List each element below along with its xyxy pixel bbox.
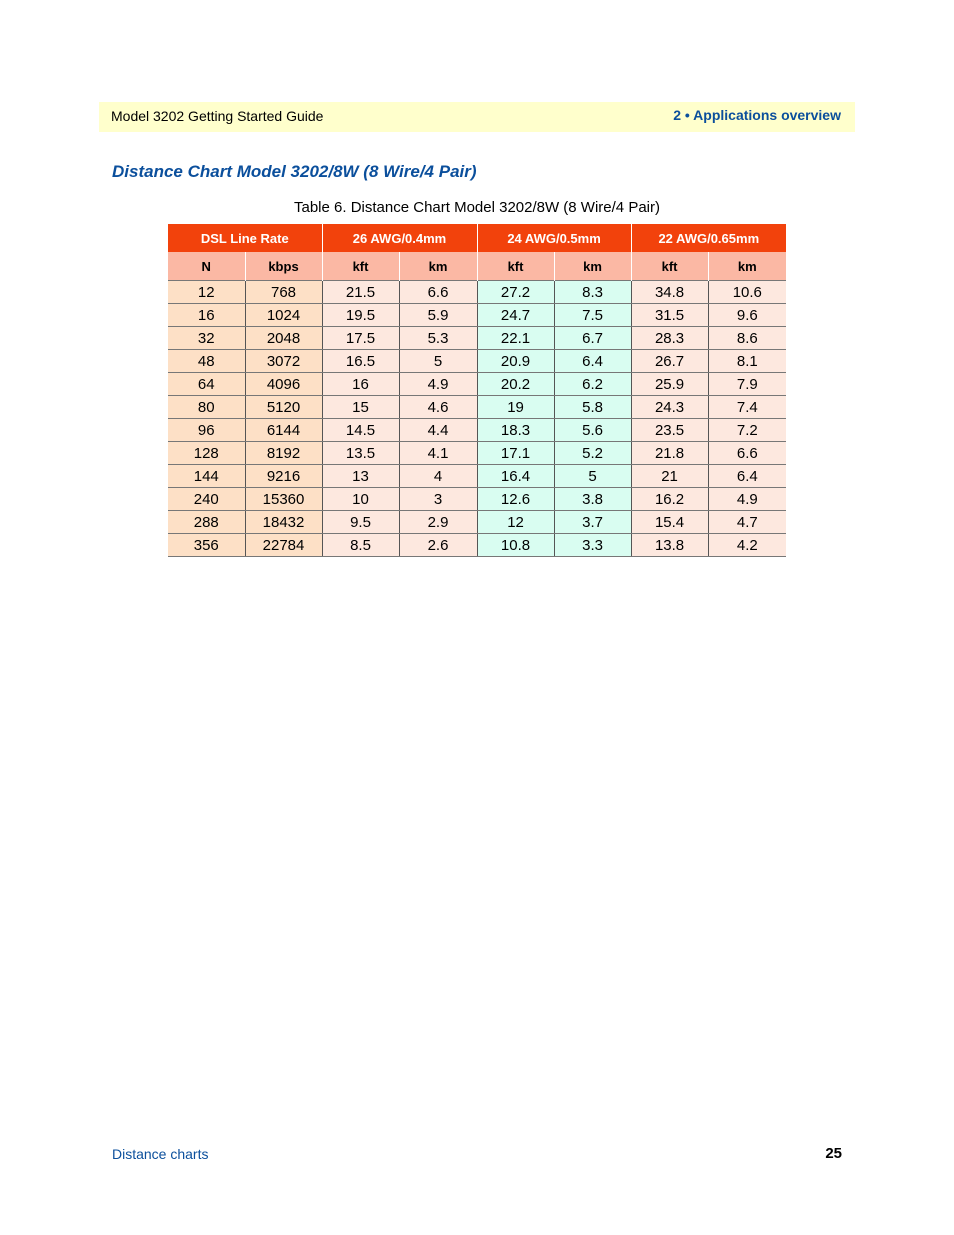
cell-22-kft: 24.3: [631, 396, 708, 419]
cell-26-km: 4: [399, 465, 477, 488]
cell-26-km: 2.6: [399, 534, 477, 557]
cell-26-kft: 9.5: [322, 511, 399, 534]
sub-header-row: [168, 252, 786, 281]
cell-26-km: 4.4: [399, 419, 477, 442]
cell-24-kft: 19: [477, 396, 554, 419]
cell-22-km: 6.6: [708, 442, 786, 465]
cell-26-kft: 13.5: [322, 442, 399, 465]
cell-26-km: 6.6: [399, 281, 477, 304]
cell-26-km: 3: [399, 488, 477, 511]
cell-26-kft: 8.5: [322, 534, 399, 557]
cell-kbps: 22784: [245, 534, 322, 557]
cell-24-km: 5.8: [554, 396, 631, 419]
cell-24-km: 3.8: [554, 488, 631, 511]
group-header-22awg: 22 AWG/0.65mm: [631, 224, 786, 252]
table-body: [168, 281, 786, 557]
cell-24-kft: 20.2: [477, 373, 554, 396]
cell-n: 64: [168, 373, 245, 396]
cell-kbps: 2048: [245, 327, 322, 350]
cell-22-kft: 13.8: [631, 534, 708, 557]
cell-kbps: 4096: [245, 373, 322, 396]
cell-24-kft: 10.8: [477, 534, 554, 557]
cell-22-km: 7.2: [708, 419, 786, 442]
cell-24-kft: 12.6: [477, 488, 554, 511]
group-header-row: [168, 224, 786, 252]
cell-26-km: 4.6: [399, 396, 477, 419]
cell-24-kft: 12: [477, 511, 554, 534]
cell-22-kft: 25.9: [631, 373, 708, 396]
cell-26-kft: 15: [322, 396, 399, 419]
sub-header-26-kft: kft: [322, 252, 399, 281]
table-row: [168, 373, 786, 396]
cell-n: 356: [168, 534, 245, 557]
cell-24-km: 5.2: [554, 442, 631, 465]
sub-header-kbps: kbps: [245, 252, 322, 281]
table-row: [168, 419, 786, 442]
cell-24-km: 3.7: [554, 511, 631, 534]
cell-24-kft: 20.9: [477, 350, 554, 373]
header-chapter: 2 • Applications overview: [673, 107, 841, 123]
cell-22-km: 7.9: [708, 373, 786, 396]
cell-26-kft: 21.5: [322, 281, 399, 304]
cell-26-km: 5.3: [399, 327, 477, 350]
cell-22-kft: 31.5: [631, 304, 708, 327]
cell-22-km: 7.4: [708, 396, 786, 419]
table-row: [168, 534, 786, 557]
cell-24-km: 6.2: [554, 373, 631, 396]
cell-26-kft: 13: [322, 465, 399, 488]
cell-n: 288: [168, 511, 245, 534]
cell-22-kft: 15.4: [631, 511, 708, 534]
cell-22-kft: 28.3: [631, 327, 708, 350]
page-number: 25: [825, 1145, 842, 1162]
cell-26-kft: 14.5: [322, 419, 399, 442]
table-row: [168, 304, 786, 327]
cell-22-km: 10.6: [708, 281, 786, 304]
cell-22-km: 8.6: [708, 327, 786, 350]
cell-22-km: 9.6: [708, 304, 786, 327]
table-row: [168, 442, 786, 465]
cell-22-km: 4.7: [708, 511, 786, 534]
sub-header-22-kft: kft: [631, 252, 708, 281]
table-row: [168, 281, 786, 304]
cell-26-kft: 16.5: [322, 350, 399, 373]
table-row: [168, 488, 786, 511]
cell-22-kft: 21: [631, 465, 708, 488]
cell-26-km: 5: [399, 350, 477, 373]
footer-section-name: Distance charts: [112, 1146, 209, 1162]
cell-24-kft: 16.4: [477, 465, 554, 488]
cell-24-km: 5: [554, 465, 631, 488]
cell-24-kft: 18.3: [477, 419, 554, 442]
cell-24-km: 3.3: [554, 534, 631, 557]
cell-n: 128: [168, 442, 245, 465]
cell-n: 12: [168, 281, 245, 304]
cell-22-kft: 34.8: [631, 281, 708, 304]
cell-n: 80: [168, 396, 245, 419]
sub-header-n: N: [168, 252, 245, 281]
cell-26-km: 4.1: [399, 442, 477, 465]
group-header-26awg: 26 AWG/0.4mm: [322, 224, 477, 252]
cell-kbps: 1024: [245, 304, 322, 327]
header-doc-title: Model 3202 Getting Started Guide: [111, 108, 324, 124]
cell-26-kft: 16: [322, 373, 399, 396]
table-row: [168, 465, 786, 488]
cell-n: 144: [168, 465, 245, 488]
group-header-dsl-line-rate: DSL Line Rate: [168, 224, 322, 252]
cell-kbps: 6144: [245, 419, 322, 442]
cell-kbps: 15360: [245, 488, 322, 511]
sub-header-24-km: km: [554, 252, 631, 281]
cell-kbps: 9216: [245, 465, 322, 488]
section-title: Distance Chart Model 3202/8W (8 Wire/4 Pair): [112, 162, 477, 181]
cell-kbps: 5120: [245, 396, 322, 419]
cell-n: 32: [168, 327, 245, 350]
sub-header-26-km: km: [399, 252, 477, 281]
cell-24-km: 5.6: [554, 419, 631, 442]
cell-22-km: 4.2: [708, 534, 786, 557]
cell-22-kft: 21.8: [631, 442, 708, 465]
cell-24-km: 8.3: [554, 281, 631, 304]
cell-26-kft: 10: [322, 488, 399, 511]
cell-n: 16: [168, 304, 245, 327]
cell-26-km: 2.9: [399, 511, 477, 534]
cell-22-km: 8.1: [708, 350, 786, 373]
cell-n: 96: [168, 419, 245, 442]
sub-header-22-km: km: [708, 252, 786, 281]
cell-24-km: 6.7: [554, 327, 631, 350]
cell-24-kft: 22.1: [477, 327, 554, 350]
cell-kbps: 8192: [245, 442, 322, 465]
cell-26-kft: 19.5: [322, 304, 399, 327]
cell-26-kft: 17.5: [322, 327, 399, 350]
table-caption: Table 6. Distance Chart Model 3202/8W (8 Wire/4 Pair): [294, 199, 660, 216]
cell-22-kft: 23.5: [631, 419, 708, 442]
cell-n: 240: [168, 488, 245, 511]
cell-24-kft: 27.2: [477, 281, 554, 304]
table-row: [168, 350, 786, 373]
cell-26-km: 5.9: [399, 304, 477, 327]
cell-n: 48: [168, 350, 245, 373]
cell-kbps: 18432: [245, 511, 322, 534]
cell-22-kft: 16.2: [631, 488, 708, 511]
cell-22-km: 6.4: [708, 465, 786, 488]
cell-24-km: 6.4: [554, 350, 631, 373]
cell-26-km: 4.9: [399, 373, 477, 396]
cell-22-km: 4.9: [708, 488, 786, 511]
cell-24-km: 7.5: [554, 304, 631, 327]
table-row: [168, 396, 786, 419]
page-header: [99, 102, 855, 132]
cell-kbps: 3072: [245, 350, 322, 373]
cell-22-kft: 26.7: [631, 350, 708, 373]
table-row: [168, 327, 786, 350]
distance-chart-table: [168, 224, 786, 557]
sub-header-24-kft: kft: [477, 252, 554, 281]
cell-24-kft: 17.1: [477, 442, 554, 465]
group-header-24awg: 24 AWG/0.5mm: [477, 224, 631, 252]
cell-kbps: 768: [245, 281, 322, 304]
cell-24-kft: 24.7: [477, 304, 554, 327]
table-row: [168, 511, 786, 534]
